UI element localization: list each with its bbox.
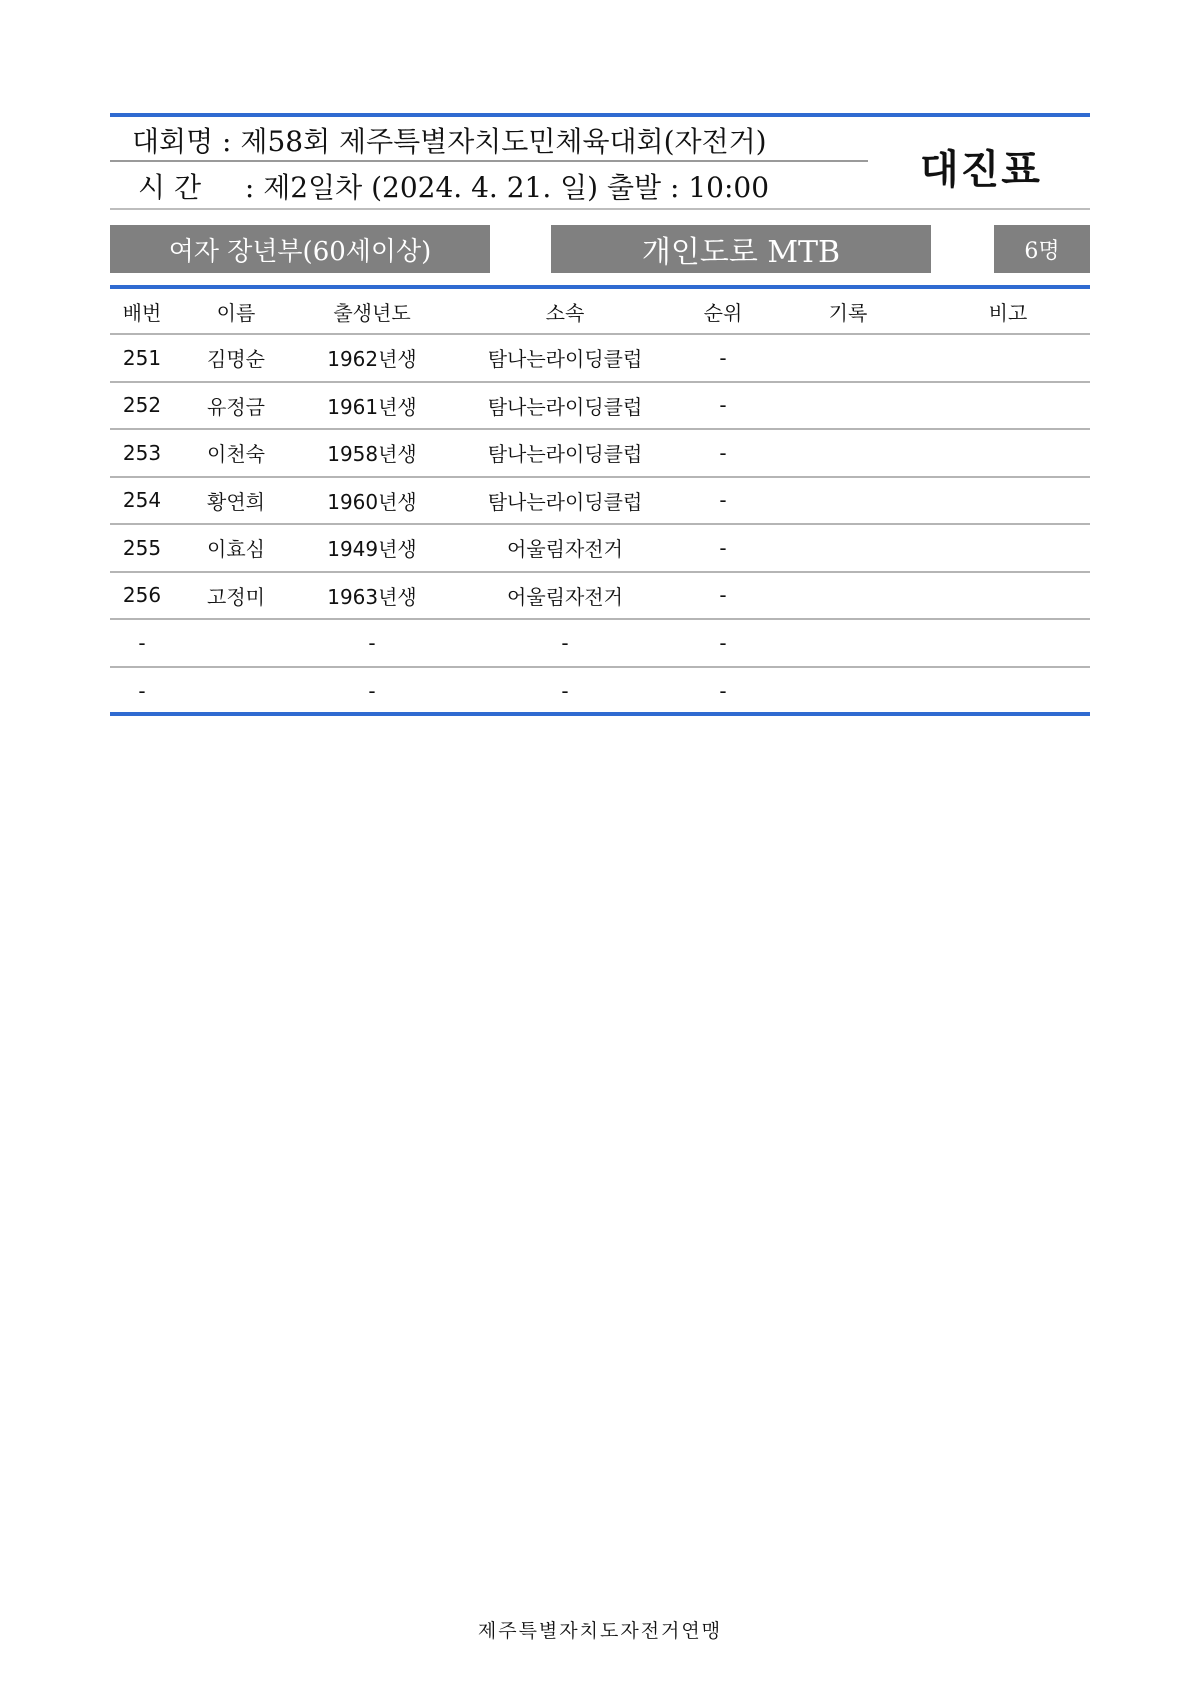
cell-birth-year: 1958년생 <box>327 442 417 467</box>
cell-club: 탐나는라이딩클럽 <box>487 394 643 419</box>
cell-birth-year: 1963년생 <box>327 584 417 609</box>
time-separator: : <box>236 171 264 204</box>
table-row <box>110 383 1090 431</box>
cell-birth-year: 1949년생 <box>327 537 417 562</box>
cell-rank: - <box>719 345 727 370</box>
cell-birth-year: 1960년생 <box>327 489 417 514</box>
cell-club: 어울림자전거 <box>507 537 623 562</box>
time-line <box>138 166 769 206</box>
table-row <box>110 620 1090 668</box>
cell-name: 유정금 <box>207 394 265 419</box>
cell-birth-year: 1962년생 <box>327 347 417 372</box>
header-mid-rule <box>110 160 868 162</box>
cell-record <box>770 573 926 619</box>
cell-note <box>926 335 1090 381</box>
participant-count-badge: 6명 <box>994 225 1090 273</box>
cell-record <box>770 620 926 666</box>
cell-bib: - <box>138 679 146 704</box>
table-row <box>110 478 1090 526</box>
time-label: 시 간 <box>138 171 201 204</box>
cell-club: 어울림자전거 <box>507 584 623 609</box>
cell-birth-year: - <box>368 679 376 704</box>
cell-name: 이천숙 <box>207 442 265 467</box>
cell-note <box>926 620 1090 666</box>
header-top-rule <box>110 113 1090 117</box>
cell-name: 김명순 <box>207 347 265 372</box>
cell-name <box>182 668 290 716</box>
column-header-bib: 배번 <box>122 300 162 325</box>
cell-birth-year: - <box>368 630 376 655</box>
cell-club: 탐나는라이딩클럽 <box>487 347 643 372</box>
column-header-rank: 순위 <box>703 300 743 325</box>
cell-rank: - <box>719 535 727 560</box>
cell-rank: - <box>719 488 727 513</box>
table-row <box>110 430 1090 478</box>
cell-name: 고정미 <box>207 584 265 609</box>
cell-rank: - <box>719 630 727 655</box>
cell-bib: 251 <box>122 345 162 370</box>
cell-note <box>926 478 1090 524</box>
cell-bib: 253 <box>122 440 162 465</box>
cell-note <box>926 430 1090 476</box>
cell-bib: 256 <box>122 583 162 608</box>
cell-club: 탐나는라이딩클럽 <box>487 489 643 514</box>
footer-organization: 제주특별자치도자전거연맹 <box>477 1620 723 1642</box>
cell-rank: - <box>719 393 727 418</box>
column-header-note: 비고 <box>988 300 1028 325</box>
cell-record <box>770 383 926 429</box>
cell-record <box>770 668 926 716</box>
competition-line <box>132 120 767 160</box>
competition-label: 대회명 <box>132 125 214 158</box>
division-band: 여자 장년부(60세이상) <box>110 225 490 273</box>
cell-birth-year: 1961년생 <box>327 394 417 419</box>
cell-rank: - <box>719 679 727 704</box>
table-row <box>110 525 1090 573</box>
cell-record <box>770 478 926 524</box>
cell-bib: 255 <box>122 535 162 560</box>
event-band: 개인도로 MTB <box>551 225 931 273</box>
column-header-record: 기록 <box>828 300 868 325</box>
cell-name <box>182 620 290 666</box>
cell-note <box>926 573 1090 619</box>
table-row <box>110 335 1090 383</box>
competition-name: 제58회 제주특별자치도민체육대회(자전거) <box>240 125 767 158</box>
competition-separator: : <box>213 125 241 158</box>
cell-note <box>926 383 1090 429</box>
cell-record <box>770 525 926 571</box>
cell-rank: - <box>719 440 727 465</box>
entry-table <box>110 289 1090 715</box>
cell-name: 황연희 <box>207 489 265 514</box>
cell-note <box>926 668 1090 716</box>
document-title: 대진표 <box>920 147 1042 193</box>
header-bottom-rule <box>110 208 1090 210</box>
column-header-birth-year: 출생년도 <box>333 300 411 325</box>
cell-club: 탐나는라이딩클럽 <box>487 442 643 467</box>
cell-note <box>926 525 1090 571</box>
cell-bib: 254 <box>122 488 162 513</box>
cell-record <box>770 335 926 381</box>
column-header-name: 이름 <box>216 300 256 325</box>
table-header-row <box>110 289 1090 335</box>
cell-name: 이효심 <box>207 537 265 562</box>
cell-bib: - <box>138 630 146 655</box>
time-value: 제2일차 (2024. 4. 21. 일) 출발 : 10:00 <box>263 171 770 204</box>
cell-club: - <box>561 679 569 704</box>
table-row <box>110 668 1090 716</box>
cell-bib: 252 <box>122 393 162 418</box>
table-bottom-rule <box>110 712 1090 716</box>
cell-club: - <box>561 630 569 655</box>
cell-record <box>770 430 926 476</box>
column-header-club: 소속 <box>545 300 585 325</box>
cell-rank: - <box>719 583 727 608</box>
table-row <box>110 573 1090 621</box>
